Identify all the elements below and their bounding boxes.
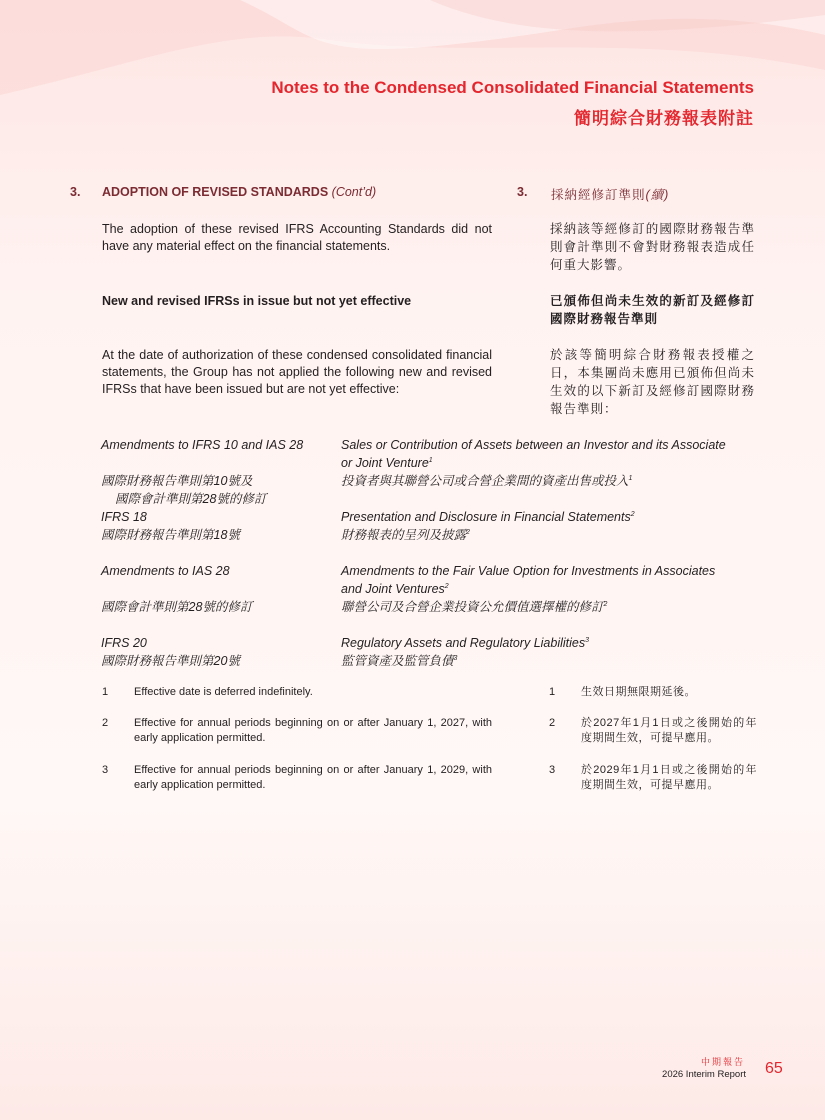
footnote-number: 1 <box>102 686 109 698</box>
footnote-ref: 2 <box>630 510 635 518</box>
footnote-number: 2 <box>102 717 109 729</box>
section-title-zh: 採納經修訂準則 <box>551 188 646 202</box>
standard-code-zh: 國際財務報告準則第10號及 <box>101 474 253 488</box>
footnote-zh <box>549 716 757 748</box>
standard-desc-zh: 聯營公司及合營企業投資公允價值選擇權的修訂 <box>341 600 604 614</box>
footnote-number: 1 <box>549 686 556 698</box>
footnote-ref: 2 <box>466 528 470 536</box>
footnote-text-en: Effective for annual periods beginning on or after January 1, 2027, with early application permitted. <box>134 717 492 744</box>
standard-code-en: Amendments to IFRS 10 and IAS 28 <box>101 438 304 452</box>
footnote-text-zh: 生效日期無限期延後。 <box>581 686 696 698</box>
standard-desc-en: or Joint Venture <box>341 456 429 470</box>
standard-desc-zh: 監管資產及監管負債 <box>341 654 454 668</box>
header-title-en: Notes to the Condensed Consolidated Financial Statements <box>271 78 754 97</box>
page-number: 65 <box>765 1060 783 1077</box>
standard-code-zh: 國際財務報告準則第20號 <box>101 654 240 668</box>
footnote-text-en: Effective for annual periods beginning on or after January 1, 2029, with early application permitted. <box>134 764 492 791</box>
standards-codes-column <box>101 436 336 670</box>
standard-code-en: IFRS 20 <box>101 636 147 650</box>
footnote-ref: 3 <box>453 654 458 662</box>
footnote-ref: 2 <box>603 600 608 608</box>
standard-desc-zh: 投資者與其聯營公司或合營企業間的資產出售或投入 <box>341 474 629 488</box>
paragraph-authorization-en: At the date of authorization of these condensed consolidated financial statements, the Group has not applied the following new and revised IFRSs that have been issued but are not yet effective: <box>102 348 492 396</box>
section-heading-en <box>70 185 490 201</box>
section-title-en: ADOPTION OF REVISED STANDARDS <box>102 185 329 199</box>
header-title-zh: 簡明綜合財務報表附註 <box>574 109 754 128</box>
footer-report-en: 2026 Interim Report <box>662 1069 746 1080</box>
standard-desc-en: Amendments to the Fair Value Option for Investments in Associates <box>341 564 716 578</box>
footnote-en <box>102 685 492 701</box>
paragraph-adoption-zh: 採納該等經修訂的國際財務報告準則會計準則不會對財務報表造成任何重大影響。 <box>550 222 755 272</box>
standard-desc-zh: 財務報表的呈列及披露 <box>341 528 467 542</box>
standard-code-en: Amendments to IAS 28 <box>101 564 230 578</box>
section-number-zh: 3. <box>517 185 528 199</box>
footnote-ref: 3 <box>585 636 590 644</box>
footnote-zh <box>549 763 757 795</box>
standard-code-zh: 國際會計準則第28號的修訂 <box>115 492 267 506</box>
paragraph-authorization-zh: 於該等簡明綜合財務報表授權之日，本集團尚未應用已頒佈但尚未生效的以下新訂及經修訂國際財務報告準則： <box>550 348 755 416</box>
standards-descriptions-column <box>341 436 761 670</box>
standard-desc-en: Regulatory Assets and Regulatory Liabilities <box>341 636 586 650</box>
paragraph-adoption-en: The adoption of these revised IFRS Accounting Standards did not have any material effect on the financial statements. <box>102 222 492 253</box>
section-contd-en: (Cont’d) <box>331 185 377 199</box>
standard-desc-en: Sales or Contribution of Assets between an Investor and its Associate <box>341 438 726 452</box>
footnote-number: 3 <box>102 764 109 776</box>
footnote-number: 3 <box>549 764 556 776</box>
footnote-text-zh: 於2029年1月1日或之後開始的年度期間生效，可提早應用。 <box>581 764 757 791</box>
footnote-number: 2 <box>549 717 556 729</box>
standard-desc-en: and Joint Ventures <box>341 582 445 596</box>
footnote-ref: 1 <box>428 456 433 464</box>
standard-code-en: IFRS 18 <box>101 510 147 524</box>
footnote-ref: 1 <box>628 474 633 482</box>
standard-code-zh: 國際會計準則第28號的修訂 <box>101 600 253 614</box>
footnote-text-zh: 於2027年1月1日或之後開始的年度期間生效，可提早應用。 <box>581 717 757 744</box>
section-heading-zh <box>517 185 757 201</box>
footnote-en <box>102 763 492 795</box>
footnote-ref: 2 <box>444 582 449 590</box>
header-swoosh-decoration <box>0 0 825 200</box>
standard-code-zh: 國際財務報告準則第18號 <box>101 528 240 542</box>
subheading-new-ifrs-zh: 已頒佈但尚未生效的新訂及經修訂國際財務報告準則 <box>550 294 755 326</box>
footnote-text-en: Effective date is deferred indefinitely. <box>134 686 313 698</box>
footnote-en <box>102 716 492 748</box>
subheading-new-ifrs-en: New and revised IFRSs in issue but not yet effective <box>102 294 412 308</box>
footnote-zh <box>549 685 757 701</box>
section-number-en: 3. <box>70 185 81 199</box>
section-contd-zh: (續) <box>645 188 670 202</box>
footer-report-zh: 中期報告 <box>700 1057 745 1067</box>
standard-desc-en: Presentation and Disclosure in Financial Statements <box>341 510 631 524</box>
